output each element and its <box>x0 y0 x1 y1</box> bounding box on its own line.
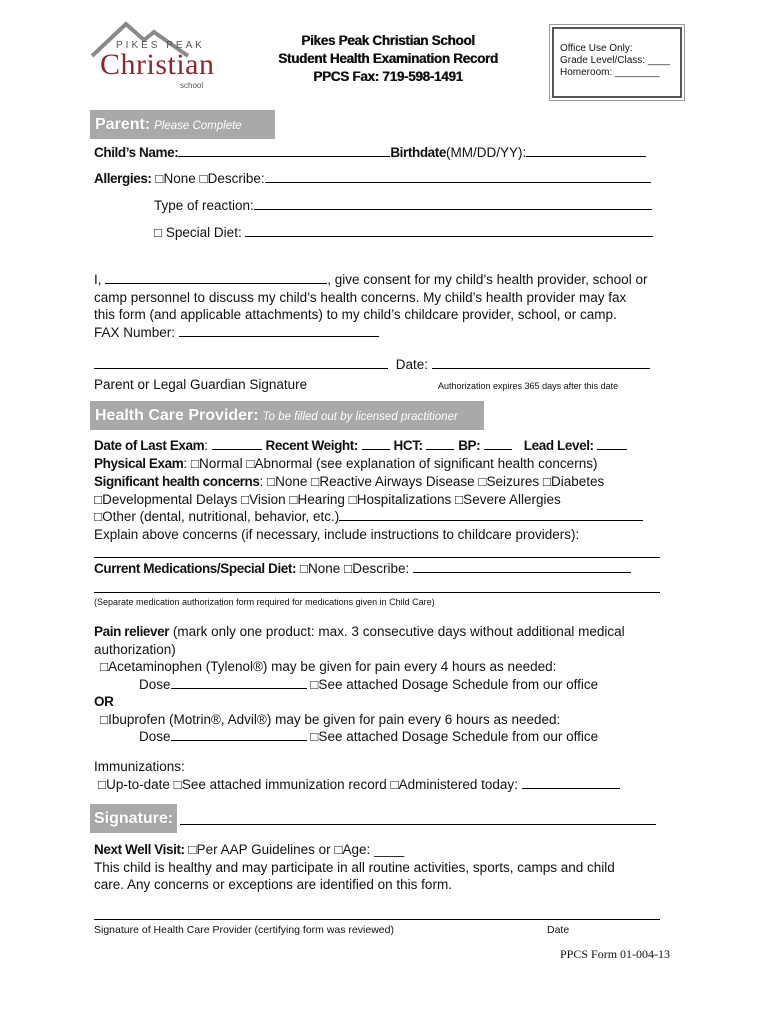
concerns-explain-line[interactable] <box>94 557 660 558</box>
concerns-label: Significant health concerns <box>94 474 260 489</box>
bp-field[interactable] <box>484 449 512 450</box>
immunizations-label: Immunizations: <box>94 759 185 774</box>
pain-reliever-line2: authorization) <box>94 641 176 657</box>
parent-section-header <box>90 110 275 139</box>
concerns-line1[interactable]: : □None □Reactive Airways Disease □Seizures □Diabetes <box>259 474 605 489</box>
consent-prefix: I, <box>94 272 102 287</box>
ibuprofen-attached-checkbox[interactable]: □See attached Dosage Schedule from our office <box>310 729 599 744</box>
acetaminophen-dose-field[interactable] <box>171 688 307 689</box>
fax-number-label: FAX Number: <box>94 324 176 340</box>
bp-label: BP: <box>458 438 481 453</box>
parent-section-title: Parent: <box>95 116 151 133</box>
last-exam-label: Date of Last Exam <box>94 438 205 453</box>
guardian-signature-label: Parent or Legal Guardian Signature <box>94 377 308 392</box>
medications-label: Current Medications/Special Diet: <box>94 561 297 576</box>
weight-field[interactable] <box>362 449 390 450</box>
authorization-note: Authorization expires 365 days after this date <box>438 381 619 391</box>
allergy-describe-field[interactable] <box>265 182 651 183</box>
consent-name-field[interactable] <box>105 283 327 284</box>
physical-abnormal-checkbox[interactable]: □Abnormal (see explanation of significant health concerns) <box>246 456 598 471</box>
guardian-date-label: Date: <box>395 357 429 372</box>
signature-section-title: Signature: <box>94 810 174 827</box>
acetaminophen-attached-checkbox[interactable]: □See attached Dosage Schedule from our office <box>310 676 599 692</box>
concerns-explain-label: Explain above concerns (if necessary, include instructions to childcare providers): <box>94 526 580 542</box>
lead-level-field[interactable] <box>597 449 627 450</box>
well-visit-label: Next Well Visit: <box>94 842 185 857</box>
provider-signature-label: Signature of Health Care Provider (certifying form was reviewed) <box>94 924 394 936</box>
immunizations-options[interactable]: □Up-to-date □See attached immunization record □Administered today: <box>98 776 518 792</box>
medications-options[interactable]: □None □Describe: <box>299 561 410 576</box>
last-exam-field[interactable] <box>212 449 262 450</box>
logo-top-text: PIKES PEAK <box>116 40 205 51</box>
provider-section-subtitle: To be filled out by licensed practitioner <box>262 411 458 423</box>
provider-date-label: Date <box>547 924 570 936</box>
consent-line1: , give consent for my child’s health provider, school or <box>327 272 648 287</box>
child-name-field[interactable] <box>178 156 390 157</box>
medications-describe-field[interactable] <box>413 572 631 573</box>
medications-line[interactable] <box>94 592 660 593</box>
allergies-label: Allergies: <box>94 171 152 186</box>
consent-line3: this form (and applicable attachments) to my child’s childcare provider, school, or camp. <box>94 307 617 322</box>
lead-level-label: Lead Level: <box>523 438 594 453</box>
signature-field[interactable] <box>180 824 656 825</box>
ibuprofen-dose-field[interactable] <box>171 740 307 741</box>
form-title: Student Health Examination Record <box>278 51 498 66</box>
office-use-title: Office Use Only: <box>560 43 633 54</box>
parent-section-subtitle: Please Complete <box>154 120 242 132</box>
hct-field[interactable] <box>426 449 454 450</box>
grade-level-field[interactable]: Grade Level/Class: ____ <box>560 55 671 66</box>
logo-main-text: Christian <box>100 48 215 81</box>
child-name-label: Child’s Name: <box>94 145 179 160</box>
fax-number-field[interactable] <box>179 336 379 337</box>
signature-section-header <box>90 804 177 833</box>
physical-normal-checkbox[interactable]: □Normal <box>190 456 243 471</box>
concerns-line2[interactable]: □Developmental Delays □Vision □Hearing □Hospitalizations □Severe Allergies <box>94 491 561 507</box>
birthdate-field[interactable] <box>526 156 646 157</box>
form-number: PPCS Form 01-004-13 <box>560 947 671 961</box>
office-use-box <box>552 27 682 98</box>
school-name: Pikes Peak Christian School <box>301 33 475 48</box>
reaction-label: Type of reaction: <box>154 198 254 213</box>
homeroom-field[interactable]: Homeroom: ________ <box>560 67 660 78</box>
hct-label: HCT: <box>393 438 423 453</box>
logo-sub-text: school <box>180 81 204 90</box>
well-visit-options[interactable]: □Per AAP Guidelines or □Age: ____ <box>188 842 405 857</box>
last-exam-colon: : <box>204 438 209 453</box>
allergy-none-checkbox[interactable]: □None <box>155 171 196 186</box>
acetaminophen-dose-label: Dose <box>139 676 171 692</box>
birthdate-label: Birthdate <box>390 145 446 160</box>
ibuprofen-dose-label: Dose <box>139 729 171 744</box>
concerns-other-checkbox[interactable]: □Other (dental, nutritional, behavior, etc.) <box>94 509 340 524</box>
guardian-signature-field[interactable] <box>94 368 388 369</box>
healthy-line2: care. Any concerns or exceptions are identified on this form. <box>94 877 452 892</box>
concerns-other-field[interactable] <box>339 520 643 521</box>
or-label: OR <box>94 694 114 709</box>
provider-signature-field[interactable] <box>94 919 660 920</box>
pain-reliever-label: Pain reliever <box>94 624 170 639</box>
weight-label: Recent Weight: <box>265 438 358 453</box>
fax-number: PPCS Fax: 719-598-1491 <box>313 69 463 84</box>
immunization-date-field[interactable] <box>522 788 620 789</box>
birthdate-format: (MM/DD/YY): <box>445 145 527 160</box>
ibuprofen-checkbox[interactable]: □Ibuprofen (Motrin®, Advil®) may be given for pain every 6 hours as needed: <box>100 711 561 727</box>
allergy-describe-checkbox[interactable]: □Describe: <box>199 171 265 186</box>
physical-exam-colon: : <box>183 456 188 471</box>
school-logo <box>88 18 228 98</box>
special-diet-checkbox[interactable]: □ Special Diet: <box>154 225 242 240</box>
physical-exam-label: Physical Exam <box>94 456 184 471</box>
guardian-date-field[interactable] <box>432 368 650 369</box>
provider-section-header <box>90 401 484 430</box>
acetaminophen-checkbox[interactable]: □Acetaminophen (Tylenol®) may be given for pain every 4 hours as needed: <box>100 659 557 674</box>
provider-section-title: Health Care Provider: <box>95 407 259 424</box>
consent-line2: camp personnel to discuss my child’s health concerns. My child’s health provider may fax <box>94 289 627 305</box>
special-diet-field[interactable] <box>245 236 653 237</box>
healthy-line1: This child is healthy and may participate in all routine activities, sports, camps and child <box>94 859 615 875</box>
medications-note: (Separate medication authorization form required for medications given in Child Care) <box>94 597 435 607</box>
pain-reliever-line1: (mark only one product: max. 3 consecutive days without additional medical <box>169 624 625 639</box>
reaction-field[interactable] <box>254 209 652 210</box>
